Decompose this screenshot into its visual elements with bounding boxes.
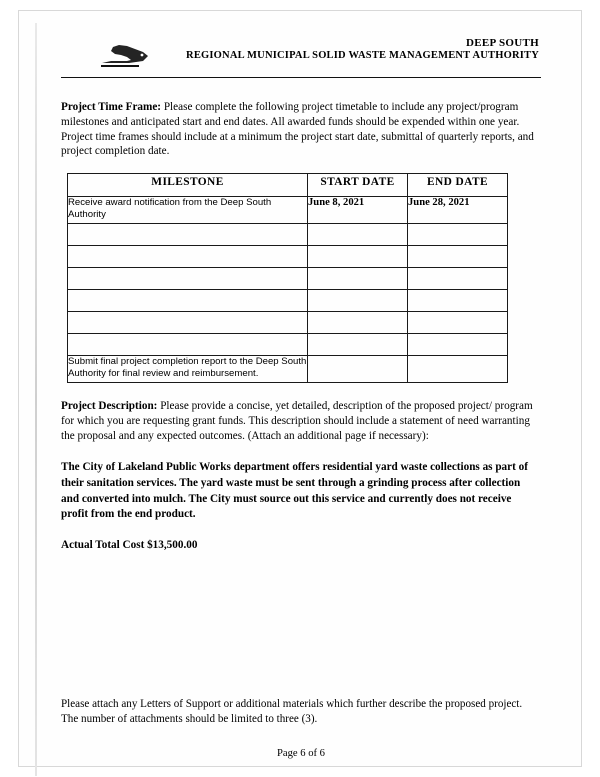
column-header-milestone: MILESTONE: [68, 174, 308, 197]
start-date-cell[interactable]: [308, 246, 408, 268]
start-date-cell[interactable]: June 8, 2021: [308, 197, 408, 224]
column-header-end-date: END DATE: [408, 174, 508, 197]
project-description-paragraph: [61, 399, 541, 444]
page-content: [61, 37, 541, 551]
scan-edge-left: [35, 23, 37, 776]
end-date-cell[interactable]: [408, 224, 508, 246]
document-header: [61, 37, 541, 78]
milestone-cell[interactable]: [68, 268, 308, 290]
table-row: [68, 246, 508, 268]
table-row: [68, 224, 508, 246]
table-row: [68, 290, 508, 312]
project-time-frame-text: Please complete the following project timetable to include any project/program milestones and anticipated start and end dates. All awarded funds should be expended within one year. Project time frames should include at a minimum the project start date, submittal of quarterly reports, and project completion date.: [61, 101, 534, 158]
end-date-cell[interactable]: [408, 356, 508, 383]
table-row: [68, 356, 508, 383]
authority-name: DEEP SOUTH: [466, 37, 539, 49]
milestone-table: [67, 173, 508, 383]
start-date-cell[interactable]: [308, 224, 408, 246]
end-date-cell[interactable]: June 28, 2021: [408, 197, 508, 224]
milestone-cell[interactable]: Receive award notification from the Deep South Authority: [68, 197, 308, 224]
column-header-start-date: START DATE: [308, 174, 408, 197]
document-page: [18, 10, 582, 767]
project-description-label: Project Description:: [61, 400, 158, 413]
end-date-cell[interactable]: [408, 290, 508, 312]
milestone-cell[interactable]: [68, 312, 308, 334]
table-row: [68, 268, 508, 290]
end-date-cell[interactable]: [408, 246, 508, 268]
end-date-cell[interactable]: [408, 334, 508, 356]
table-row: [68, 197, 508, 224]
start-date-cell[interactable]: [308, 356, 408, 383]
milestone-cell[interactable]: Submit final project completion report to the Deep South Authority for final review and reimbursement.: [68, 356, 308, 383]
table-row: [68, 334, 508, 356]
table-row: [68, 312, 508, 334]
end-date-cell[interactable]: [408, 312, 508, 334]
milestone-cell[interactable]: [68, 334, 308, 356]
project-time-frame-paragraph: [61, 100, 541, 159]
milestone-cell[interactable]: [68, 224, 308, 246]
start-date-cell[interactable]: [308, 290, 408, 312]
milestone-cell[interactable]: [68, 246, 308, 268]
start-date-cell[interactable]: [308, 268, 408, 290]
end-date-cell[interactable]: [408, 268, 508, 290]
milestone-cell[interactable]: [68, 290, 308, 312]
start-date-cell[interactable]: [308, 312, 408, 334]
project-description-text: Please provide a concise, yet detailed, description of the proposed project/ program for which you are requesting grant funds. This description should include a statement of need warranting the proposal and any expected outcomes. (Attach an additional page if necessary):: [61, 400, 533, 443]
table-header-row: [68, 174, 508, 197]
project-time-frame-label: Project Time Frame:: [61, 101, 162, 113]
authority-subtitle: REGIONAL MUNICIPAL SOLID WASTE MANAGEMENT AUTHORITY: [186, 49, 539, 61]
start-date-cell[interactable]: [308, 334, 408, 356]
page-number: Page 6 of 6: [277, 748, 325, 759]
attachment-note: Please attach any Letters of Support or additional materials which further describe the proposed project. The number of attachments should be limited to three (3).: [61, 698, 523, 725]
bird-logo-icon: [99, 39, 151, 69]
actual-total-cost[interactable]: Actual Total Cost $13,500.00: [61, 539, 198, 552]
project-description-answer[interactable]: The City of Lakeland Public Works department offers residential yard waste collections as part of their sanitation services. The yard waste must be sent through a grinding process after collection and converted into mulch. The City must source out this service and currently does not receive profit from the end product.: [61, 461, 528, 521]
